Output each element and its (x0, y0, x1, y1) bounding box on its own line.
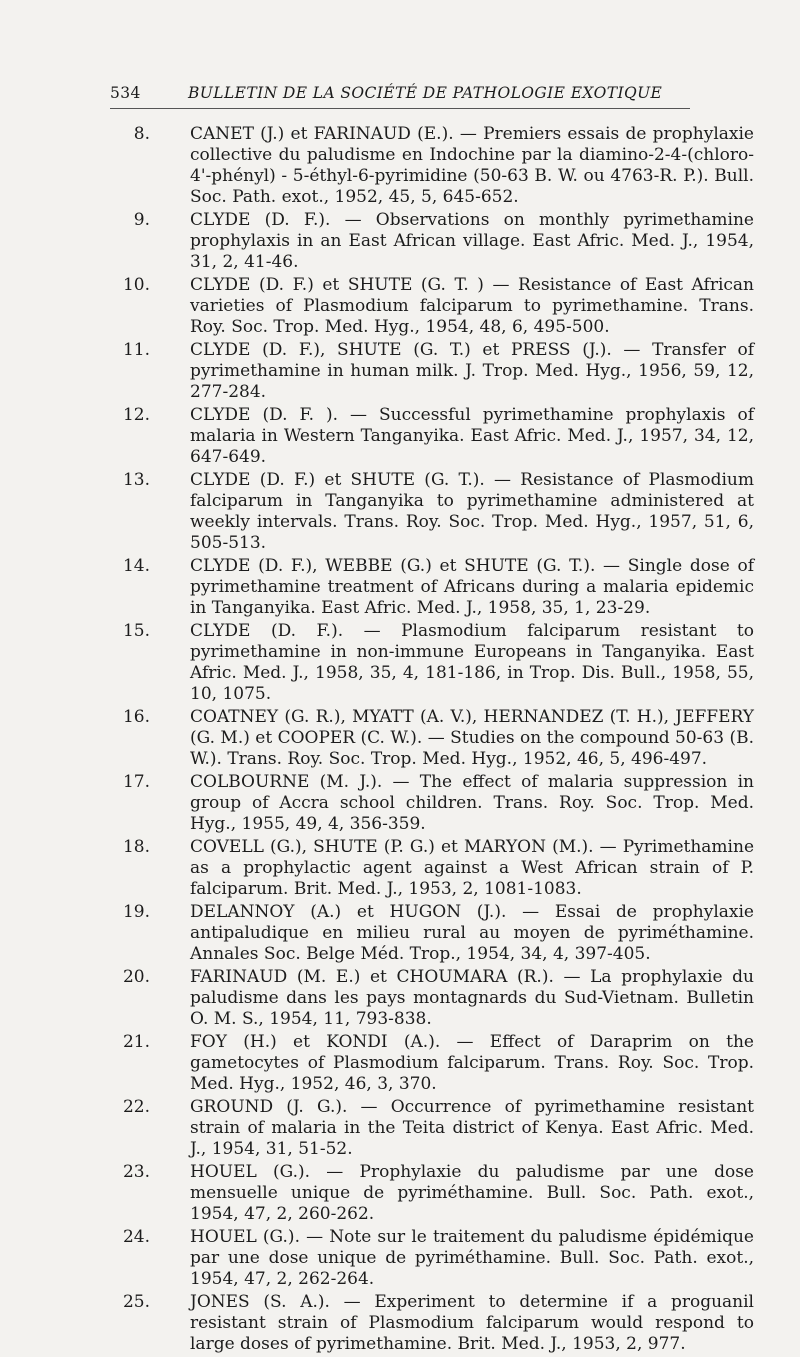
reference-number: 17. (122, 772, 150, 792)
reference-number: 23. (122, 1162, 150, 1182)
reference-number: 14. (122, 556, 150, 576)
reference-text: CLYDE (D. F.), WEBBE (G.) et SHUTE (G. T.). — Single dose of pyrimethamine treatment of Africans during a malaria epidemic in Tanganyika. East Afric. Med. J., 1958, 35, 1, 23-29. (190, 556, 754, 618)
reference-text: FOY (H.) et KONDI (A.). — Effect of Daraprim on the gametocytes of Plasmodium falciparum. Trans. Roy. Soc. Trop. Med. Hyg., 1952, 46, 3, 370. (190, 1032, 754, 1094)
reference-number: 11. (122, 340, 150, 360)
reference-number: 10. (122, 275, 150, 295)
running-header (110, 84, 690, 106)
reference-text: CLYDE (D. F.), SHUTE (G. T.) et PRESS (J.). — Transfer of pyrimethamine in human milk. J. Trop. Med. Hyg., 1956, 59, 12, 277-284. (190, 340, 754, 402)
reference-number: 24. (122, 1227, 150, 1247)
reference-item (110, 210, 754, 273)
reference-item (110, 470, 754, 554)
reference-text: FARINAUD (M. E.) et CHOUMARA (R.). — La prophylaxie du paludisme dans les pays montagnards du Sud-Vietnam. Bulletin O. M. S., 1954, 11, 793-838. (190, 967, 754, 1029)
reference-item (110, 1227, 754, 1290)
reference-item (110, 837, 754, 900)
reference-text: CLYDE (D. F.) et SHUTE (G. T.). — Resistance of Plasmodium falciparum in Tanganyika to pyrimethamine administered at weekly intervals. Trans. Roy. Soc. Trop. Med. Hyg., 1957, 51, 6, 505-513. (190, 470, 754, 553)
reference-item (110, 556, 754, 619)
reference-item (110, 275, 754, 338)
reference-number: 12. (122, 405, 150, 425)
reference-text: CLYDE (D. F. ). — Successful pyrimethamine prophylaxis of malaria in Western Tanganyika. East Afric. Med. J., 1957, 34, 12, 647-649. (190, 405, 754, 467)
reference-text: CLYDE (D. F.). — Observations on monthly pyrimethamine prophylaxis in an East African village. East Afric. Med. J., 1954, 31, 2, 41-46. (190, 210, 754, 272)
reference-text: JONES (S. A.). — Experiment to determine if a proguanil resistant strain of Plasmodium falciparum would respond to large doses of pyrimethamine. Brit. Med. J., 1953, 2, 977. (190, 1292, 754, 1354)
reference-text: CLYDE (D. F.) et SHUTE (G. T. ) — Resistance of East African varieties of Plasmodium falciparum to pyrimethamine. Trans. Roy. Soc. Trop. Med. Hyg., 1954, 48, 6, 495-500. (190, 275, 754, 337)
reference-text: CLYDE (D. F.). — Plasmodium falciparum resistant to pyrimethamine in non-immune Europeans in Tanganyika. East Afric. Med. J., 1958, 35, 4, 181-186, in Trop. Dis. Bull., 1958, 55, 10, 1075. (190, 621, 754, 704)
reference-item (110, 1292, 754, 1355)
reference-number: 9. (133, 210, 150, 230)
reference-item (110, 967, 754, 1030)
reference-text: CANET (J.) et FARINAUD (E.). — Premiers essais de prophylaxie collective du paludisme en Indochine par la diamino-2-4-(chloro-4'-phényl) - 5-éthyl-6-pyrimidine (50-63 B. W. ou 4763-R. P.). Bull. Soc. Path. exot., 1952, 45, 5, 645-652. (190, 124, 754, 207)
reference-number: 18. (122, 837, 150, 857)
reference-item (110, 1097, 754, 1160)
reference-item (110, 1162, 754, 1225)
reference-number: 13. (122, 470, 150, 490)
reference-item (110, 405, 754, 468)
reference-text: HOUEL (G.). — Prophylaxie du paludisme par une dose mensuelle unique de pyriméthamine. Bull. Soc. Path. exot., 1954, 47, 2, 260-262. (190, 1162, 754, 1224)
journal-title: BULLETIN DE LA SOCIÉTÉ DE PATHOLOGIE EXOTIQUE (188, 84, 663, 102)
reference-number: 19. (122, 902, 150, 922)
reference-text: COLBOURNE (M. J.). — The effect of malaria suppression in group of Accra school children. Trans. Roy. Soc. Trop. Med. Hyg., 1955, 49, 4, 356-359. (190, 772, 754, 834)
reference-number: 16. (122, 707, 150, 727)
reference-item (110, 707, 754, 770)
reference-item (110, 124, 754, 208)
reference-text: DELANNOY (A.) et HUGON (J.). — Essai de prophylaxie antipaludique en milieu rural au moyen de pyriméthamine. Annales Soc. Belge Méd. Trop., 1954, 34, 4, 397-405. (190, 902, 754, 964)
reference-list (110, 124, 754, 1357)
reference-item (110, 1032, 754, 1095)
reference-text: GROUND (J. G.). — Occurrence of pyrimethamine resistant strain of malaria in the Teita district of Kenya. East Afric. Med. J., 1954, 31, 51-52. (190, 1097, 754, 1159)
reference-number: 15. (122, 621, 150, 641)
reference-item (110, 621, 754, 705)
page-number: 534 (110, 84, 141, 102)
reference-number: 20. (122, 967, 150, 987)
reference-number: 21. (122, 1032, 150, 1052)
reference-text: COVELL (G.), SHUTE (P. G.) et MARYON (M.). — Pyrimethamine as a prophylactic agent against a West African strain of P. falciparum. Brit. Med. J., 1953, 2, 1081-1083. (190, 837, 754, 899)
header-rule (110, 108, 690, 109)
reference-item (110, 340, 754, 403)
reference-item (110, 902, 754, 965)
reference-number: 25. (122, 1292, 150, 1312)
reference-text: COATNEY (G. R.), MYATT (A. V.), HERNANDEZ (T. H.), JEFFERY (G. M.) et COOPER (C. W.). — Studies on the compound 50-63 (B. W.). Trans. Roy. Soc. Trop. Med. Hyg., 1952, 46, 5, 496-497. (190, 707, 754, 769)
reference-number: 8. (133, 124, 150, 144)
reference-item (110, 772, 754, 835)
reference-number: 22. (122, 1097, 150, 1117)
reference-text: HOUEL (G.). — Note sur le traitement du paludisme épidémique par une dose unique de pyriméthamine. Bull. Soc. Path. exot., 1954, 47, 2, 262-264. (190, 1227, 754, 1289)
